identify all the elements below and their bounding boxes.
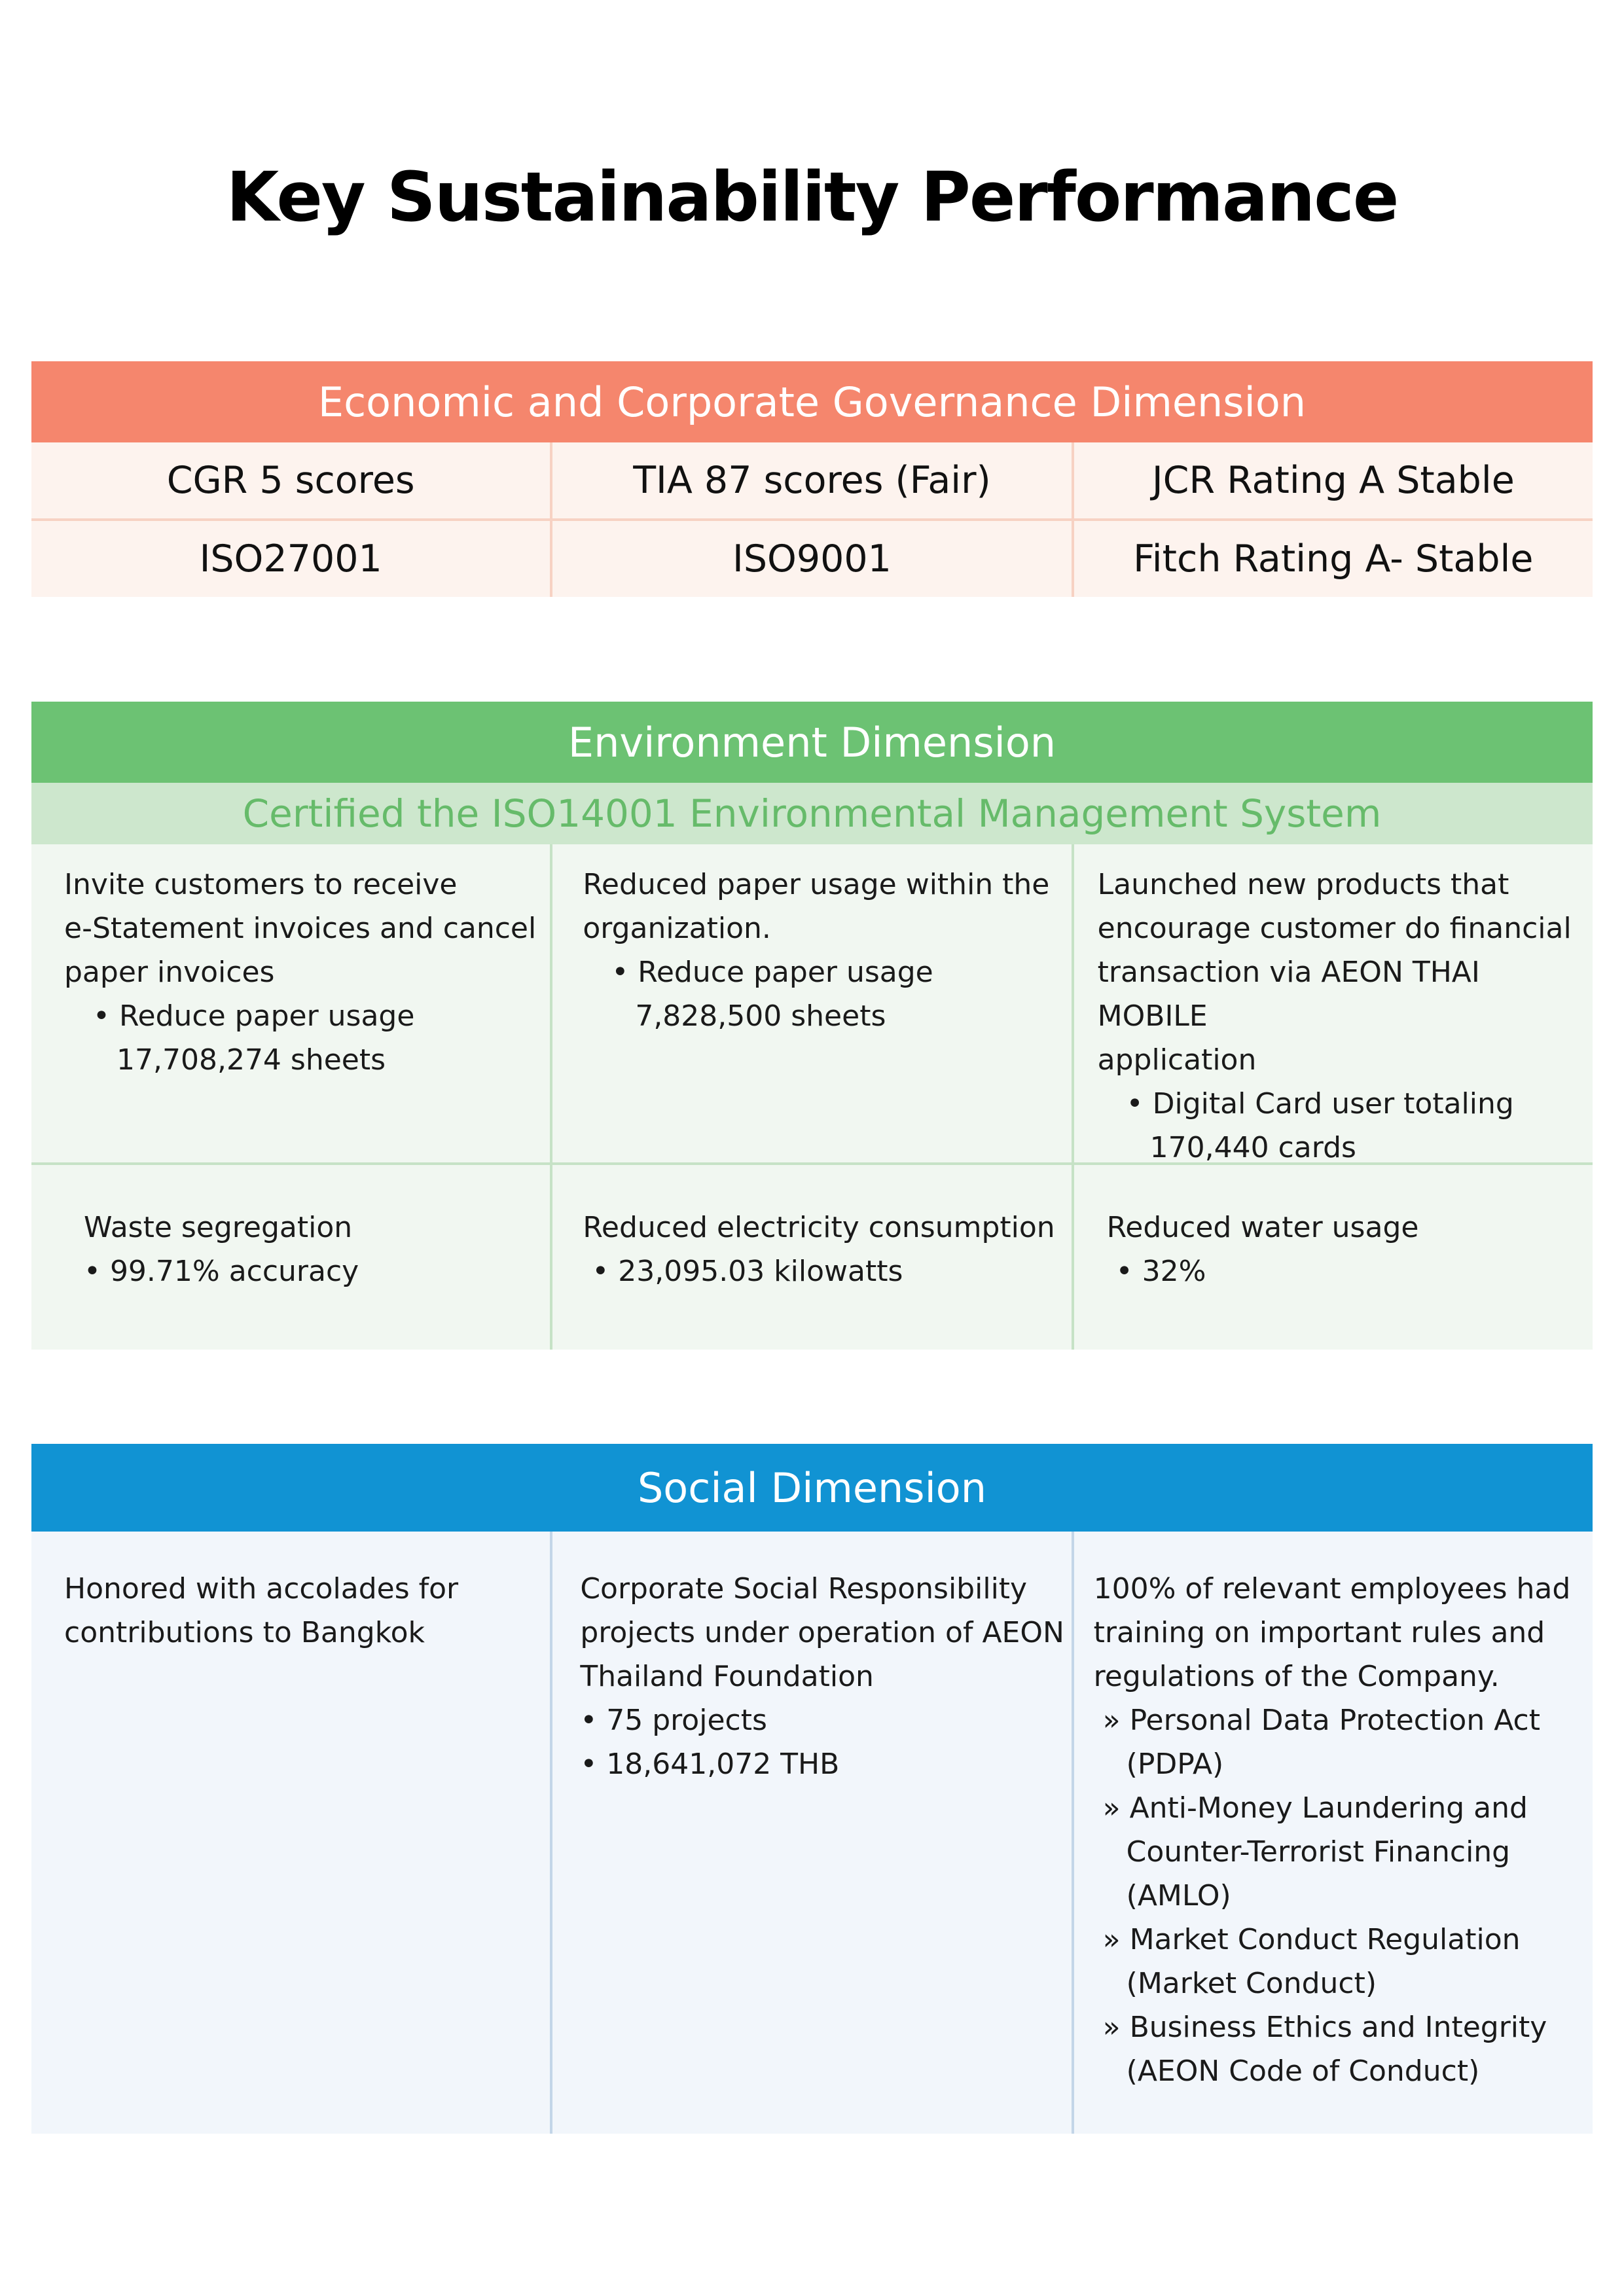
economic-cell: ISO27001 <box>199 537 382 581</box>
list-item-continued: Counter-Terrorist Financing <box>1126 1835 1511 1869</box>
environment-section <box>31 702 1593 1350</box>
economic-cell: JCR Rating A Stable <box>1072 442 1593 518</box>
text-line: training on important rules and <box>1093 1616 1545 1649</box>
page-title: Key Sustainability Performance <box>226 157 1398 237</box>
bullet-item: • 23,095.03 kilowatts <box>592 1255 903 1288</box>
text-line: paper invoices <box>64 956 275 989</box>
social-header: Social Dimension <box>31 1444 1593 1532</box>
economic-header: Economic and Corporate Governance Dimension <box>31 361 1593 442</box>
economic-cell: ISO9001 <box>550 521 1071 597</box>
bullet-item-continued: 17,708,274 sheets <box>117 1043 386 1077</box>
bullet-item: • Reduce paper usage <box>93 999 415 1033</box>
text-line: application <box>1097 1043 1257 1077</box>
economic-governance-section <box>31 361 1593 597</box>
list-item-continued: (PDPA) <box>1126 1748 1224 1781</box>
environment-cell-waste <box>31 1165 550 1350</box>
social-cell-csr <box>550 1532 1071 2134</box>
bullet-item: • Digital Card user totaling <box>1126 1087 1514 1121</box>
environment-row-1 <box>31 844 1593 1162</box>
environment-cell-paper-usage <box>550 844 1071 1162</box>
text-line: encourage customer do financial <box>1097 912 1572 945</box>
environment-subheader: Certified the ISO14001 Environmental Management System <box>31 783 1593 844</box>
list-item: » Business Ethics and Integrity <box>1102 2011 1547 2044</box>
environment-header: Environment Dimension <box>31 702 1593 783</box>
text-line: organization. <box>583 912 771 945</box>
text-line: Corporate Social Responsibility <box>580 1572 1028 1605</box>
text-line: Thailand Foundation <box>580 1660 874 1693</box>
text-line: Invite customers to receive <box>64 868 458 901</box>
social-cell-training <box>1072 1532 1593 2134</box>
bullet-item: • 32% <box>1115 1255 1206 1288</box>
list-item: » Personal Data Protection Act <box>1102 1704 1540 1737</box>
text-line: e-Statement invoices and cancel <box>64 912 537 945</box>
environment-cell-e-statement <box>31 844 550 1162</box>
social-row <box>31 1532 1593 2134</box>
environment-cell-digital-card <box>1072 844 1593 1162</box>
text-line: Reduced electricity consumption <box>583 1211 1055 1244</box>
economic-cell: CGR 5 scores <box>166 459 415 502</box>
social-section <box>31 1444 1593 2134</box>
text-line: transaction via AEON THAI MOBILE <box>1097 956 1480 1033</box>
list-item-continued: (AMLO) <box>1126 1879 1231 1912</box>
list-item: » Market Conduct Regulation <box>1102 1923 1521 1956</box>
bullet-item: • Reduce paper usage <box>611 956 933 989</box>
bullet-item: • 75 projects <box>580 1704 767 1737</box>
text-line: Waste segregation <box>84 1211 353 1244</box>
economic-cell: Fitch Rating A- Stable <box>1072 521 1593 597</box>
environment-cell-water <box>1072 1165 1593 1350</box>
text-line: regulations of the Company. <box>1093 1660 1500 1693</box>
bullet-item: • 99.71% accuracy <box>84 1255 359 1288</box>
economic-row-1 <box>31 442 1593 518</box>
economic-cell: TIA 87 scores (Fair) <box>550 442 1071 518</box>
text-line: Reduced paper usage within the <box>583 868 1050 901</box>
social-cell-accolades <box>31 1532 550 2134</box>
text-line: 100% of relevant employees had <box>1093 1572 1571 1605</box>
text-line: Reduced water usage <box>1106 1211 1419 1244</box>
list-item-continued: (AEON Code of Conduct) <box>1126 2054 1480 2088</box>
bullet-item-continued: 7,828,500 sheets <box>635 999 886 1033</box>
text-line: projects under operation of AEON <box>580 1616 1064 1649</box>
environment-cell-electricity <box>550 1165 1071 1350</box>
text-line: Honored with accolades for <box>64 1572 459 1605</box>
list-item: » Anti-Money Laundering and <box>1102 1791 1528 1825</box>
bullet-item-continued: 170,440 cards <box>1149 1131 1356 1164</box>
environment-row-2 <box>31 1162 1593 1350</box>
bullet-item: • 18,641,072 THB <box>580 1748 840 1781</box>
text-line: Launched new products that <box>1097 868 1509 901</box>
economic-row-2 <box>31 518 1593 597</box>
text-line: contributions to Bangkok <box>64 1616 425 1649</box>
list-item-continued: (Market Conduct) <box>1126 1967 1377 2000</box>
